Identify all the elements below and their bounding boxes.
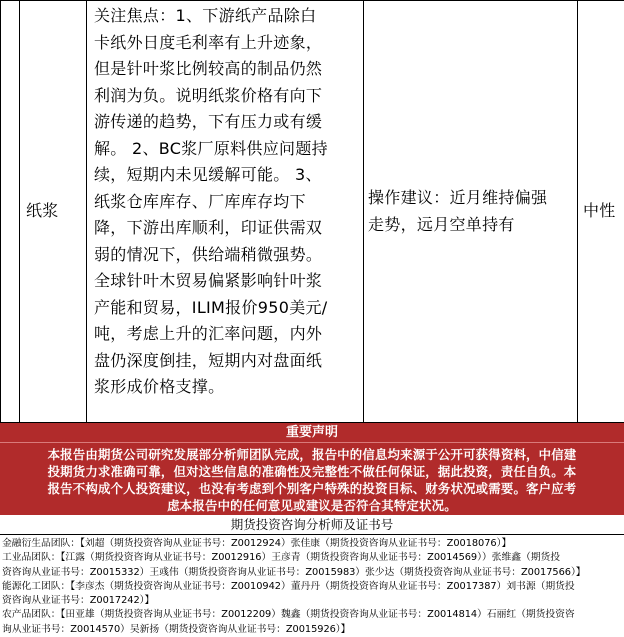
disclaimer-line: 报告不构成个人投资建议，也没有考虑到个别客户特殊的投资目标、财务状况或需要。客户应考 <box>47 481 577 496</box>
focus-line: 卡纸外日度毛利率有上升迹象， <box>94 32 323 52</box>
index-cell <box>1 1 20 423</box>
advice-line: 操作建议：近月维持偏强 <box>368 188 548 207</box>
rating-cell <box>578 1 624 423</box>
team-line: 能源化工团队：【李彦杰（期货投资咨询从业证书号：Z0010942）董丹丹（期货投资咨询从业证书号：Z0017387）刘书源（期货投 <box>2 580 575 592</box>
team-line: 工业品团队：【江露（期货投资咨询从业证书号：Z0012916）王彦青（期货投资咨询从业证书号：Z0014569））张维鑫（期货投 <box>2 552 560 564</box>
product-cell <box>20 1 87 423</box>
rating-value: 中性 <box>583 201 616 221</box>
analysts-title: 期货投资咨询分析师及证书号 <box>0 515 624 535</box>
focus-line: 解。 2、BC浆厂原料供应问题持 <box>94 138 328 158</box>
focus-line: 盘仍深度倒挂，短期内对盘面纸 <box>94 350 323 370</box>
focus-line: 游传递的趋势，下有压力或有缓 <box>94 112 323 131</box>
focus-line: 弱的情况下，供给端稍微强势。 <box>94 244 323 264</box>
disclaimer-title: 重要声明 <box>0 423 624 443</box>
focus-line: 产能和贸易，ILIM报价950美元/ <box>94 297 328 317</box>
focus-line: 降，下游出库顺利，印证供需双 <box>94 218 323 237</box>
product-name: 纸浆 <box>26 201 59 221</box>
team-line: 资咨询从业证书号：Z0015332）王彧伟（期货投资咨询从业证书号：Z0015983）张少达（期货投资咨询从业证书号：Z0017566）】 <box>2 566 586 578</box>
disclaimer-section <box>0 423 624 515</box>
focus-line: 浆形成价格支撑。 <box>94 377 225 396</box>
analyst-teams <box>2 537 624 637</box>
team-line: 金融衍生品团队：【刘超（期货投资咨询从业证书号：Z0012924）张佳康（期货投资咨询从业证书号：Z0018076）】 <box>2 538 512 549</box>
team-line: 询从业证书号：Z0014570）吴新扬（期货投资咨询从业证书号：Z0015926）】 <box>2 623 351 635</box>
disclaimer-line: 本报告由期货公司研究发展部分析师团队完成，报告中的信息均来源于公开可获得资料，中信建 <box>47 447 577 462</box>
advice-line: 走势，远月空单持有 <box>368 214 515 234</box>
focus-line: 续，短期内未见缓解可能。 3、 <box>94 165 322 184</box>
disclaimer-body <box>0 443 624 514</box>
focus-line: 利润为负。说明纸浆价格有向下 <box>94 85 323 105</box>
focus-line: 全球针叶木贸易偏紧影响针叶浆 <box>94 271 323 290</box>
disclaimer-line: 投期货力求准确可靠，但对这些信息的准确性及完整性不做任何保证，据此投资，责任自负。本 <box>47 464 577 479</box>
advice-cell <box>364 1 578 423</box>
focus-line: 但是针叶浆比例较高的制品仍然 <box>94 59 323 78</box>
focus-line: 吨，考虑上升的汇率问题，内外 <box>94 324 323 343</box>
disclaimer-line: 虑本报告中的任何意见或建议是否符合其特定状况。 <box>167 498 457 513</box>
team-line: 农产品团队：【田亚雄（期货投资咨询从业证书号：Z0012209）魏鑫（期货投资咨询从业证书号：Z0014814）石丽红（期货投资咨 <box>2 609 575 621</box>
table-row <box>1 1 624 423</box>
team-line: 资咨询从业证书号：Z0017242）】 <box>2 595 155 607</box>
focus-cell <box>87 1 364 423</box>
focus-line: 纸浆仓库库存、厂库库存均下 <box>94 191 306 211</box>
focus-line: 关注焦点：1、下游纸产品除白 <box>94 6 317 25</box>
